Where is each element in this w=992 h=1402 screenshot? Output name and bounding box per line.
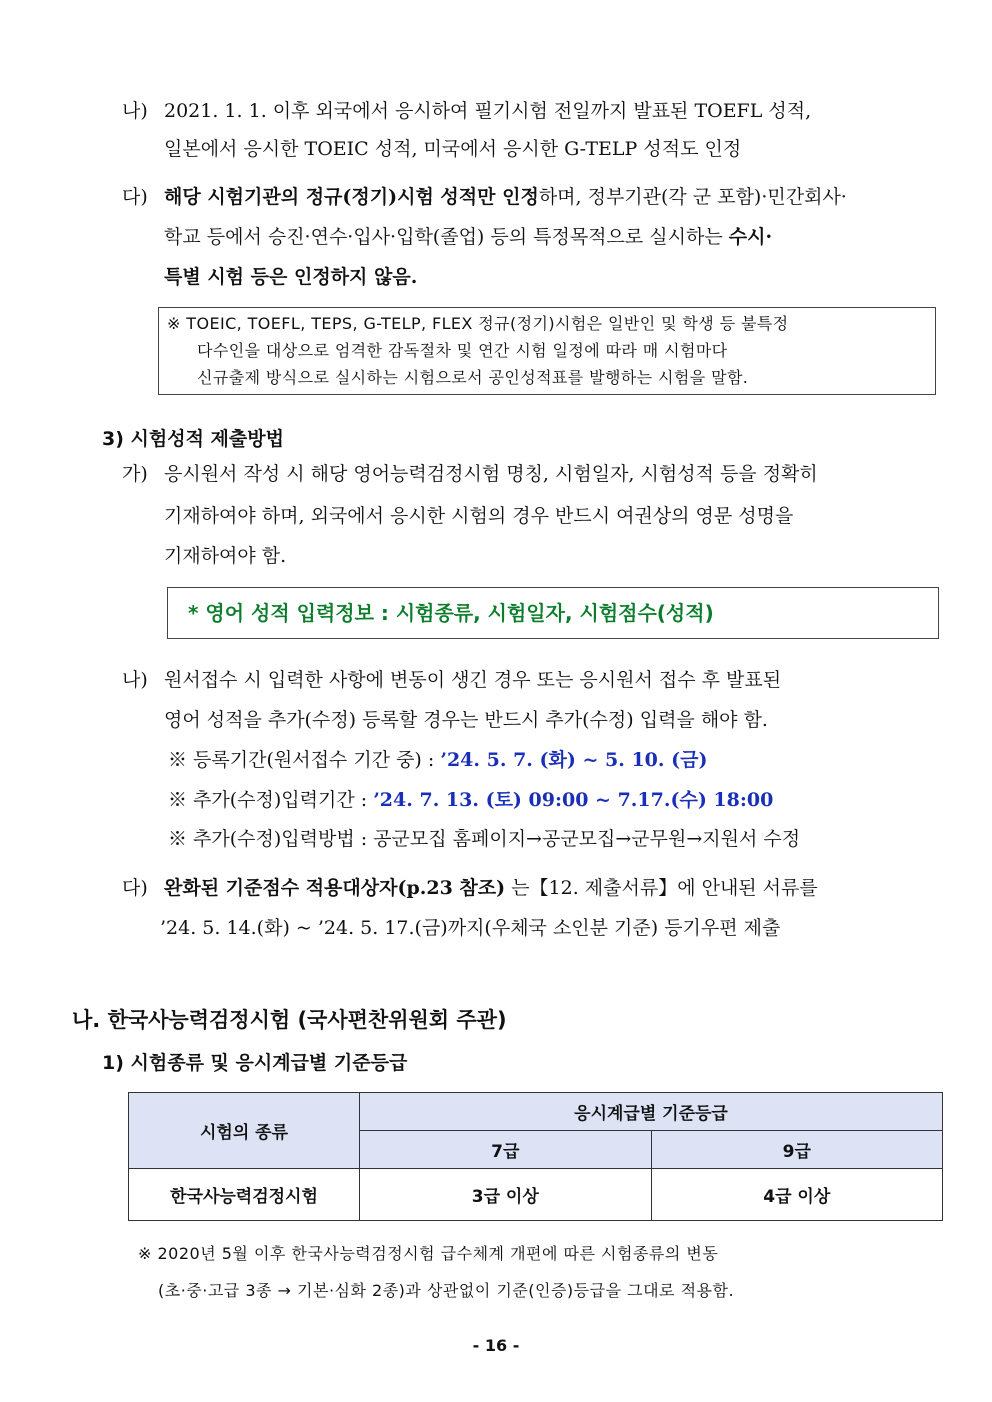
item-marker: 나) <box>122 669 148 691</box>
subsection-title: 1) 시험종류 및 응시계급별 기준등급 <box>102 1052 408 1074</box>
table-note-line: (초·중·고급 3종 → 기본·심화 2종)과 상관없이 기준(인증)등급을 그대로 적용함. <box>158 1281 735 1300</box>
paragraph-line: 원서접수 시 입력한 사항에 변동이 생긴 경우 또는 응시원서 접수 후 발표된 <box>164 669 782 691</box>
header-exam-type: 시험의 종류 <box>129 1093 360 1169</box>
row-grade-9: 4급 이상 <box>651 1169 943 1221</box>
item-marker: 다) <box>122 877 148 899</box>
paragraph-line: 기재하여야 하며, 외국에서 응시한 시험의 경우 반드시 여권상의 영문 성명을 <box>164 505 794 527</box>
table-note-line: ※ 2020년 5월 이후 한국사능력검정시험 급수체계 개편에 따른 시험종류의 변동 <box>138 1244 719 1263</box>
bold-text: 수시· <box>728 226 773 248</box>
header-grade-group: 응시계급별 기준등급 <box>360 1093 943 1131</box>
english-score-info-box <box>167 587 939 639</box>
paragraph-line: ’24. 5. 14.(화) ~ ’24. 5. 17.(금)까지(우체국 소인분 기준) 등기우편 제출 <box>160 917 781 939</box>
paragraph-line: 2021. 1. 1. 이후 외국에서 응시하여 필기시험 전일까지 발표된 TOEFL 성적, <box>164 100 812 122</box>
text: 하며, 정부기관(각 군 포함)·민간회사· <box>538 186 847 208</box>
section-heading: 나. 한국사능력검정시험 (국사편찬위원회 주관) <box>72 1008 507 1032</box>
english-score-info-text: * 영어 성적 입력정보 : 시험종류, 시험일자, 시험점수(성적) <box>188 601 714 625</box>
note-line: 신규출제 방식으로 실시하는 시험으로서 공인성적표를 발행하는 시험을 말함. <box>197 368 749 387</box>
item-marker: 나) <box>122 100 148 122</box>
row-grade-7: 3급 이상 <box>360 1169 652 1221</box>
additional-input-period <box>168 787 773 813</box>
bold-text: 해당 시험기관의 정규(정기)시험 성적만 인정 <box>164 186 539 208</box>
row-exam-name: 한국사능력검정시험 <box>129 1169 360 1221</box>
highlight-date: ’24. 7. 13. (토) 09:00 ~ 7.17.(수) 18:00 <box>373 789 774 811</box>
additional-input-method: ※ 추가(수정)입력방법 : 공군모집 홈페이지→공군모집→군무원→지원서 수정 <box>168 828 801 850</box>
note-line: ※ TOEIC, TOEFL, TEPS, G-TELP, FLEX 정규(정기)시험은 일반인 및 학생 등 불특정 <box>167 314 789 333</box>
text: 학교 등에서 승진·연수·입사·입학(졸업) 등의 특정목적으로 실시하는 <box>164 226 729 248</box>
bold-text: 완화된 기준점수 적용대상자(p.23 참조) <box>164 877 506 899</box>
item-marker: 다) <box>122 186 148 208</box>
paragraph-line: 응시원서 작성 시 해당 영어능력검정시험 명칭, 시험일자, 시험성적 등을 정확히 <box>164 463 818 485</box>
text: ※ 등록기간(원서접수 기간 중) : <box>168 749 441 771</box>
paragraph-line: 특별 시험 등은 인정하지 않음. <box>164 266 418 288</box>
highlight-date: ’24. 5. 7. (화) ~ 5. 10. (금) <box>440 749 708 771</box>
page-number: - 16 - <box>472 1336 520 1355</box>
registration-period <box>168 747 707 773</box>
note-box <box>158 307 936 395</box>
header-grade-7: 7급 <box>360 1131 652 1169</box>
paragraph-line <box>164 224 772 250</box>
grade-table <box>128 1092 943 1221</box>
section-title: 3) 시험성적 제출방법 <box>102 428 284 450</box>
paragraph-line: 영어 성적을 추가(수정) 등록할 경우는 반드시 추가(수정) 입력을 해야 함. <box>164 709 768 731</box>
paragraph-line <box>164 184 847 210</box>
paragraph-line: 기재하여야 함. <box>164 545 287 567</box>
text: 는【12. 제출서류】에 안내된 서류를 <box>505 877 818 899</box>
note-line: 다수인을 대상으로 엄격한 감독절차 및 연간 시험 일정에 따라 매 시험마다 <box>197 341 728 360</box>
header-grade-9: 9급 <box>651 1131 943 1169</box>
text: ※ 추가(수정)입력기간 : <box>168 789 374 811</box>
paragraph-line: 일본에서 응시한 TOEIC 성적, 미국에서 응시한 G-TELP 성적도 인정 <box>164 138 742 160</box>
item-marker: 가) <box>122 463 148 485</box>
paragraph-line <box>164 875 818 901</box>
